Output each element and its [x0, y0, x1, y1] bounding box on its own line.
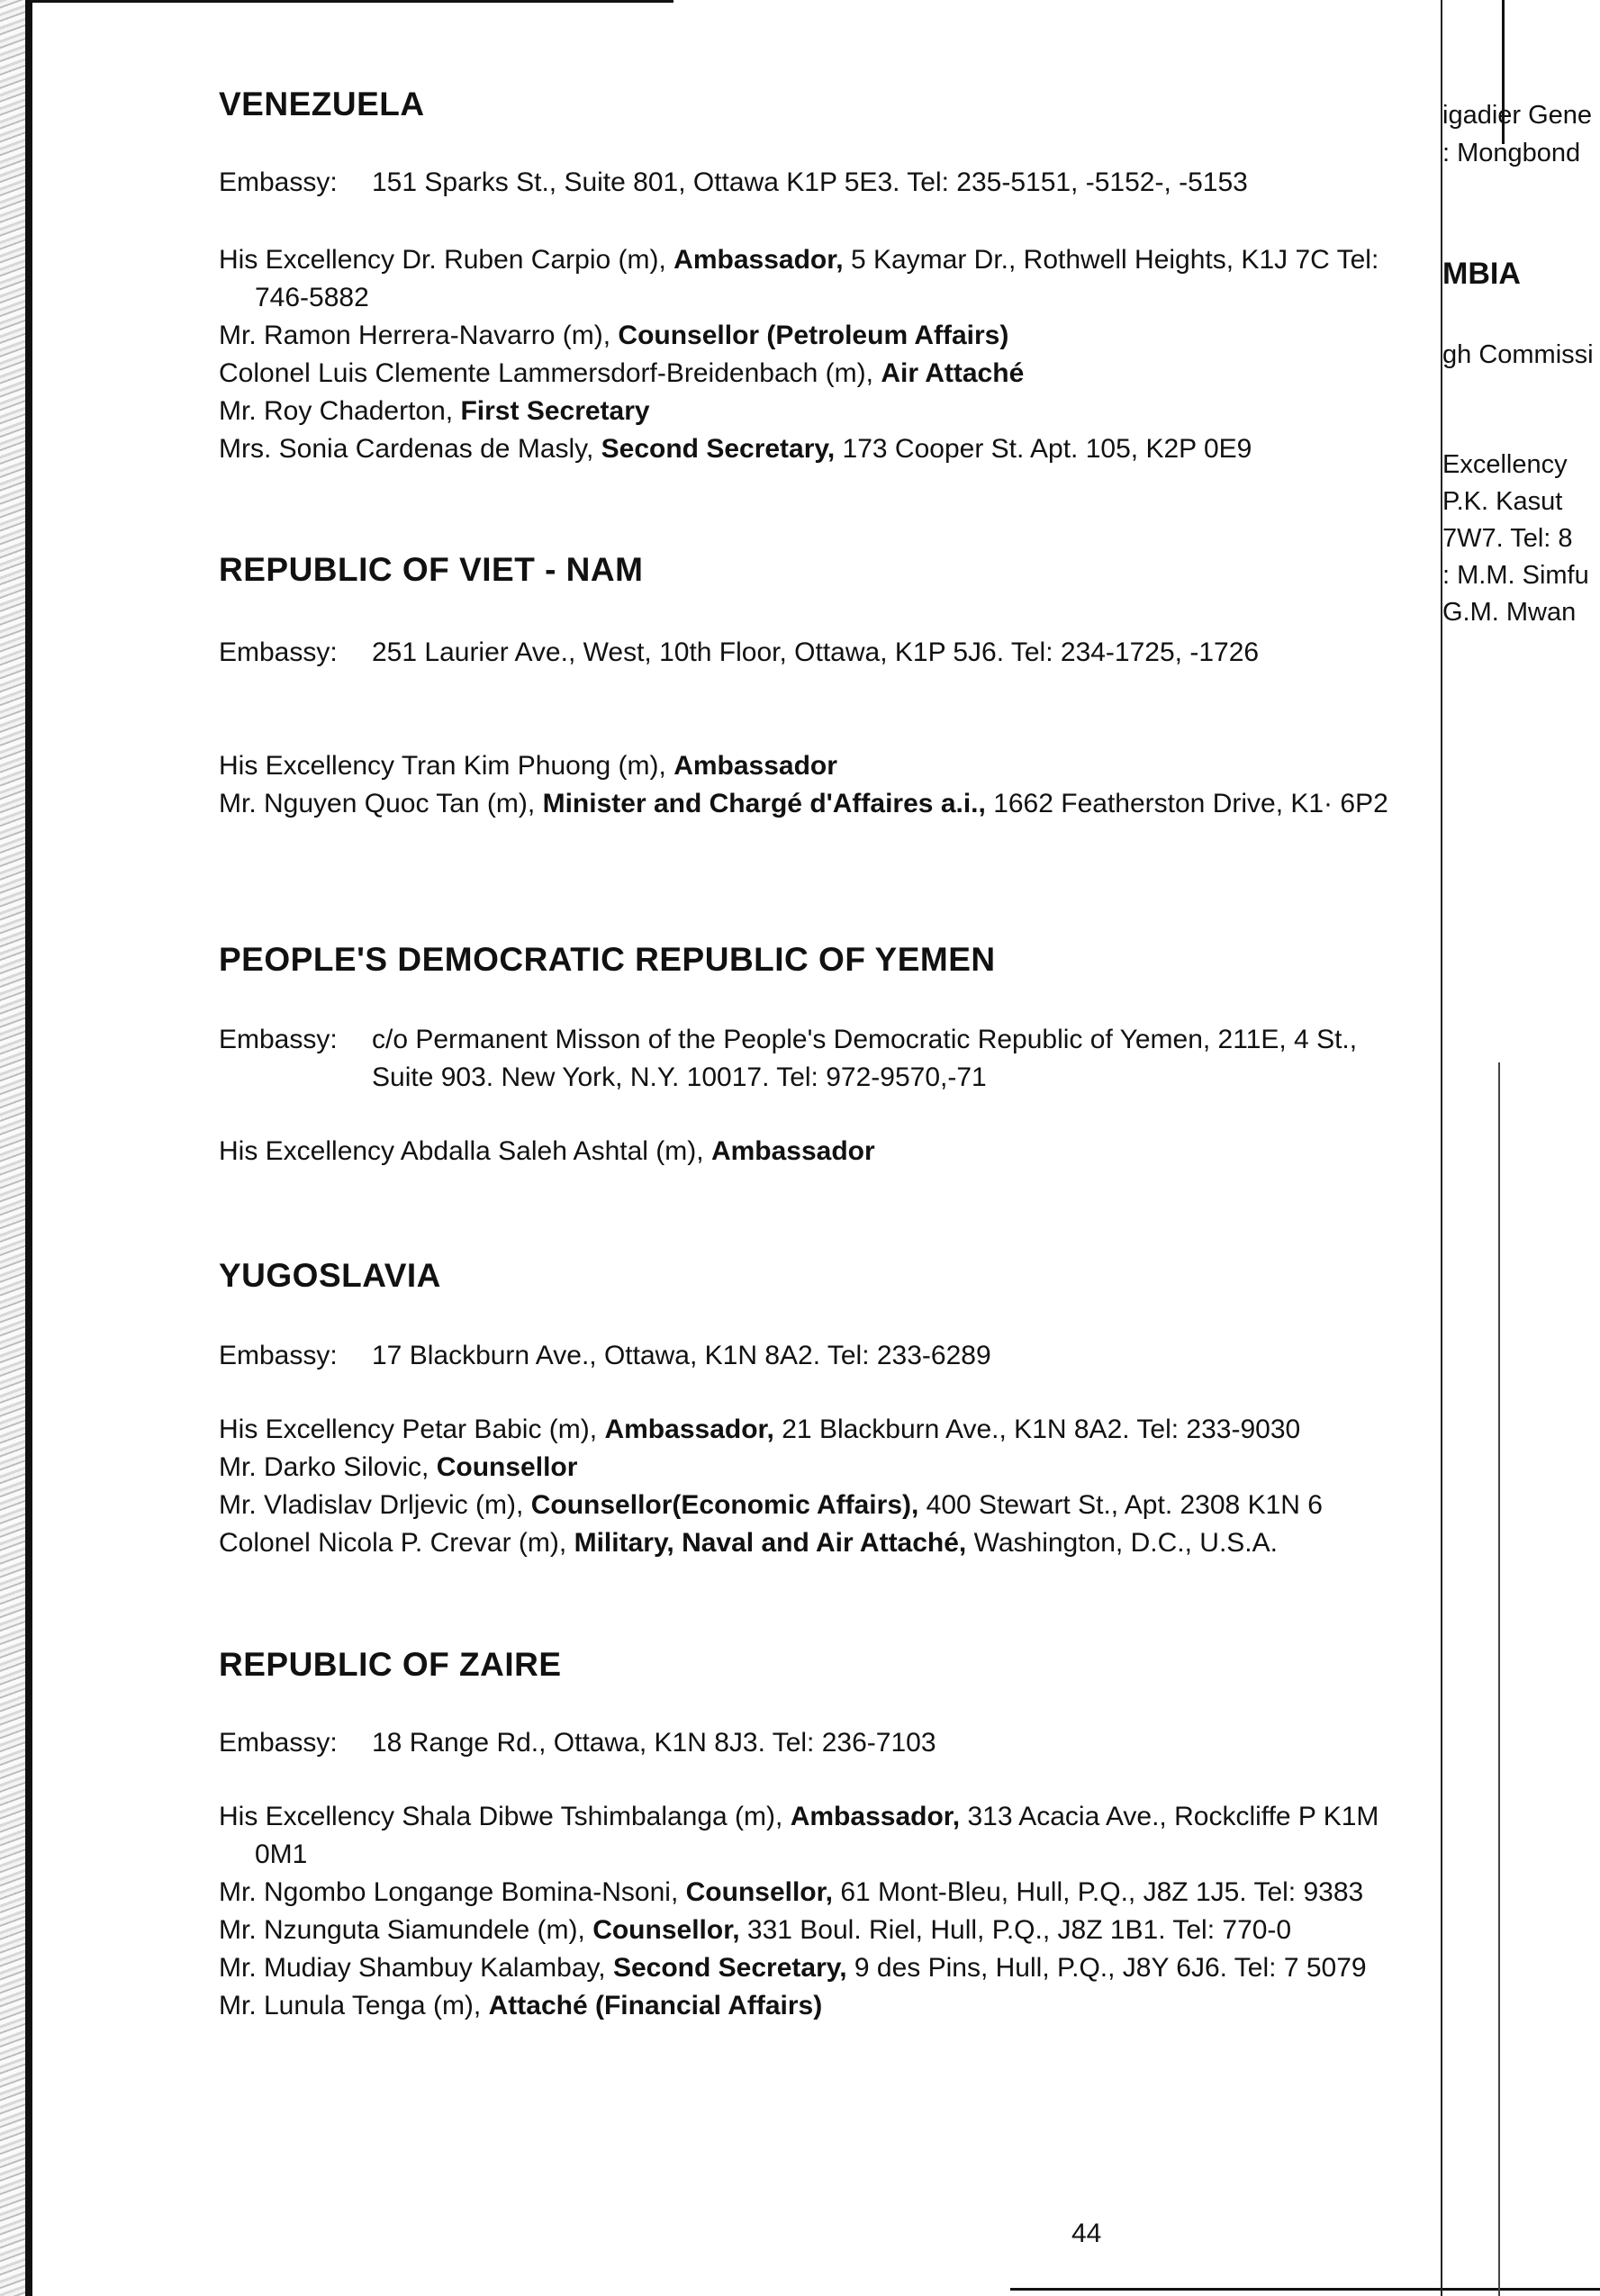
staff-entry — [219, 1487, 1425, 1524]
staff-name: His Excellency Tran Kim Phuong (m), — [219, 751, 666, 781]
adjacent-fragment: : M.M. Simfu — [1442, 561, 1589, 590]
embassy-address: 151 Sparks St., Suite 801, Ottawa K1P 5E3. Tel: 235-5151, -5152-, -5153 — [372, 167, 1248, 197]
staff-entry — [219, 1411, 1425, 1449]
staff-name: Mr. Roy Chaderton, — [219, 396, 454, 426]
adjacent-fragment: gh Commissi — [1442, 340, 1594, 369]
embassy-address: c/o Permanent Misson of the People's Democratic Republic of Yemen, 211E, 4 St., Suite 903. New York, N.Y. 10017. Tel: 972-9570,-71 — [372, 1025, 1358, 1092]
staff-entry — [219, 317, 1425, 355]
staff-name: Colonel Luis Clemente Lammersdorf-Breidenbach (m), — [219, 358, 873, 388]
embassy-line — [219, 1021, 1425, 1097]
embassy-line — [219, 164, 1425, 202]
staff-title: Ambassador, — [604, 1415, 774, 1444]
staff-name: Mr. Vladislav Drljevic (m), — [219, 1490, 524, 1520]
embassy-label: Embassy: — [219, 1728, 338, 1758]
staff-title: Second Secretary, — [612, 1953, 847, 1983]
staff-name: Mr. Nzunguta Siamundele (m), — [219, 1915, 585, 1945]
staff-name: Mr. Ramon Herrera-Navarro (m), — [219, 321, 611, 350]
staff-name: Mr. Ngombo Longange Bomina-Nsoni, — [219, 1877, 679, 1907]
staff-entry — [219, 393, 1425, 430]
staff-name: Mr. Mudiay Shambuy Kalambay, — [219, 1953, 606, 1983]
staff-address: 61 Mont-Bleu, Hull, P.Q., J8Z 1J5. Tel: 9383 — [840, 1877, 1364, 1907]
embassy-address: 251 Laurier Ave., West, 10th Floor, Ottawa, K1P 5J6. Tel: 234-1725, -1726 — [372, 637, 1260, 667]
staff-title: Minister and Chargé d'Affaires a.i., — [542, 789, 986, 818]
staff-entry — [219, 1524, 1425, 1562]
section-yugoslavia — [219, 1257, 1425, 1562]
embassy-address: 18 Range Rd., Ottawa, K1N 8J3. Tel: 236-7103 — [372, 1728, 936, 1758]
section-viet-nam — [219, 551, 1425, 823]
staff-address: 331 Boul. Riel, Hull, P.Q., J8Z 1B1. Tel: 770-0 — [746, 1915, 1292, 1945]
adjacent-fragment: G.M. Mwan — [1442, 598, 1577, 627]
staff-address: 173 Cooper St. Apt. 105, K2P 0E9 — [842, 434, 1252, 464]
staff-address: 21 Blackburn Ave., K1N 8A2. Tel: 233-9030 — [782, 1415, 1301, 1444]
staff-name: Mr. Lunula Tenga (m), — [219, 1991, 482, 2020]
staff-title: Counsellor — [436, 1452, 578, 1482]
staff-address: 1662 Featherston Drive, K1· 6P2 — [993, 789, 1388, 818]
staff-address: 5 Kaymar Dr., Rothwell Heights, K1J 7C Tel: 746-5882 — [255, 245, 1379, 312]
staff-title: Counsellor (Petroleum Affairs) — [618, 321, 1009, 350]
embassy-line — [219, 634, 1425, 672]
page-edge-shadow — [25, 0, 32, 2296]
staff-name: His Excellency Petar Babic (m), — [219, 1415, 598, 1444]
country-heading: REPUBLIC OF ZAIRE — [219, 1646, 562, 1683]
staff-name: Colonel Nicola P. Crevar (m), — [219, 1528, 567, 1558]
staff-title: Ambassador — [673, 751, 837, 781]
directory-page — [219, 0, 1425, 2296]
embassy-line — [219, 1337, 1425, 1375]
staff-address: 9 des Pins, Hull, P.Q., J8Y 6J6. Tel: 7 5079 — [854, 1953, 1367, 1983]
staff-entry — [219, 1987, 1425, 2025]
embassy-address: 17 Blackburn Ave., Ottawa, K1N 8A2. Tel: 233-6289 — [372, 1341, 991, 1370]
staff-entry — [219, 1449, 1425, 1487]
staff-entry — [219, 785, 1425, 823]
staff-name: Mr. Darko Silovic, — [219, 1452, 429, 1482]
staff-entry — [219, 1133, 1425, 1171]
country-heading: PEOPLE'S DEMOCRATIC REPUBLIC OF YEMEN — [219, 941, 996, 978]
embassy-label: Embassy: — [219, 167, 338, 197]
country-heading: REPUBLIC OF VIET - NAM — [219, 551, 644, 588]
adjacent-fragment: MBIA — [1442, 257, 1521, 291]
staff-entry — [219, 1912, 1425, 1949]
staff-name: His Excellency Abdalla Saleh Ashtal (m), — [219, 1136, 704, 1166]
staff-entry — [219, 355, 1425, 393]
adjacent-fragment: Excellency — [1442, 450, 1568, 479]
staff-title: Attaché (Financial Affairs) — [488, 1991, 823, 2020]
staff-entry — [219, 430, 1425, 468]
country-heading: YUGOSLAVIA — [219, 1257, 441, 1294]
staff-title: Air Attaché — [881, 358, 1025, 388]
staff-entry — [219, 1874, 1425, 1912]
embassy-label: Embassy: — [219, 1341, 338, 1370]
staff-entry — [219, 747, 1425, 785]
binding-edge-scan — [0, 0, 25, 2296]
staff-title: Military, Naval and Air Attaché, — [574, 1528, 967, 1558]
country-heading: VENEZUELA — [219, 86, 425, 122]
staff-title: Counsellor, — [592, 1915, 740, 1945]
staff-entry — [219, 1949, 1425, 1987]
adjacent-fragment: P.K. Kasut — [1442, 487, 1563, 516]
section-zaire — [219, 1646, 1425, 2025]
staff-name: His Excellency Shala Dibwe Tshimbalanga (m), — [219, 1802, 783, 1831]
staff-address: 313 Acacia Ave., Rockcliffe P K1M 0M1 — [255, 1802, 1379, 1869]
section-venezuela — [219, 86, 1425, 468]
staff-name: Mr. Nguyen Quoc Tan (m), — [219, 789, 536, 818]
adjacent-page-fragments — [1442, 0, 1600, 2296]
embassy-label: Embassy: — [219, 1025, 338, 1054]
staff-name: Mrs. Sonia Cardenas de Masly, — [219, 434, 594, 464]
staff-title: Ambassador — [710, 1136, 875, 1166]
staff-title: Counsellor, — [685, 1877, 833, 1907]
page-number: 44 — [1071, 2219, 1102, 2248]
staff-title: Ambassador, — [790, 1802, 961, 1831]
staff-address: Washington, D.C., U.S.A. — [973, 1528, 1278, 1558]
adjacent-fragment: : Mongbond — [1442, 139, 1581, 167]
staff-title: Counsellor(Economic Affairs), — [530, 1490, 919, 1520]
staff-address: 400 Stewart St., Apt. 2308 K1N 6 — [926, 1490, 1323, 1520]
staff-title: Second Secretary, — [601, 434, 836, 464]
embassy-line — [219, 1724, 1425, 1762]
staff-title: First Secretary — [460, 396, 650, 426]
staff-entry — [219, 241, 1425, 317]
staff-name: His Excellency Dr. Ruben Carpio (m), — [219, 245, 666, 275]
staff-title: Ambassador, — [673, 245, 844, 275]
embassy-label: Embassy: — [219, 637, 338, 667]
adjacent-fragment: 7W7. Tel: 8 — [1442, 524, 1573, 553]
staff-entry — [219, 1798, 1425, 1874]
adjacent-fragment: igadier Gene — [1442, 101, 1593, 130]
section-yemen — [219, 941, 1425, 1171]
